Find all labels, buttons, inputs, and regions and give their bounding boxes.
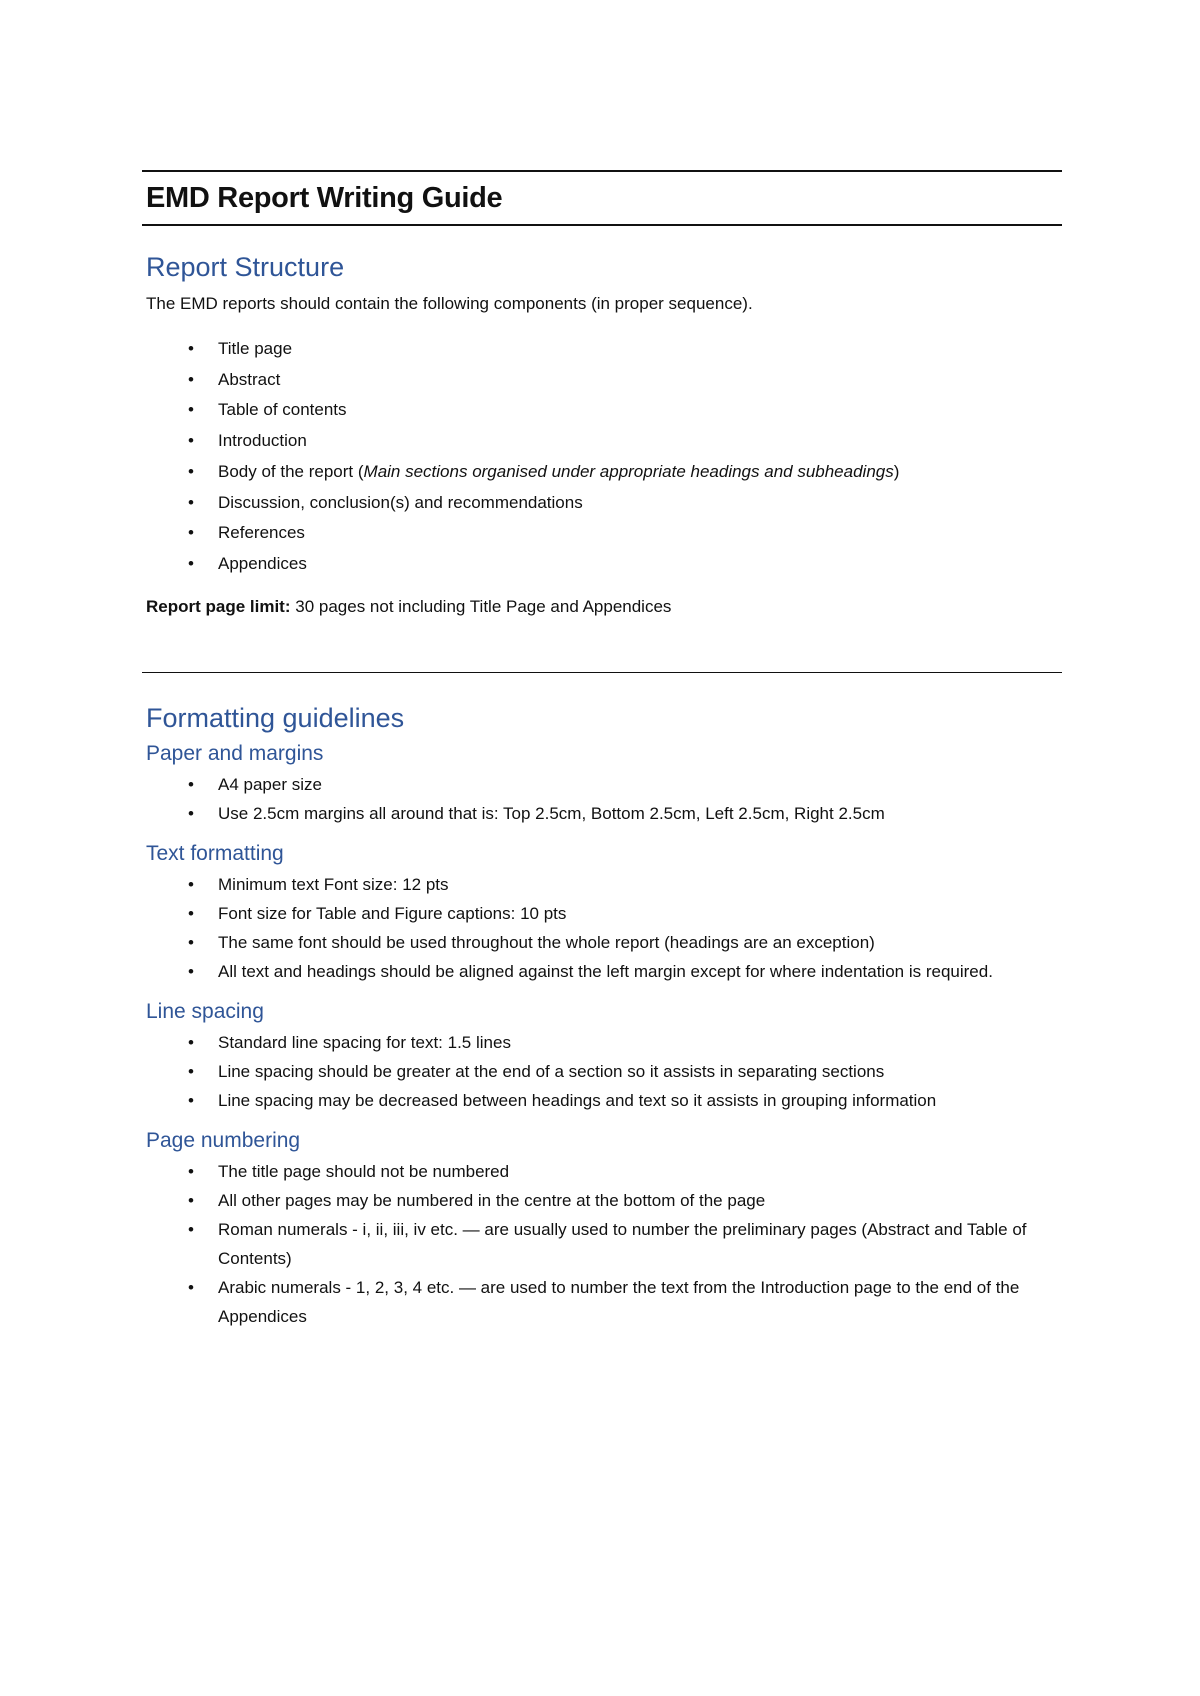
subsection-heading: Text formatting xyxy=(146,841,284,865)
formatting-sections xyxy=(142,742,1062,1331)
guideline-list-item xyxy=(142,870,1062,899)
bullet-icon: • xyxy=(188,903,194,923)
guideline-item-text: The same font should be used throughout the whole report (headings are an exception) xyxy=(218,932,875,952)
guideline-item-text: Line spacing may be decreased between headings and text so it assists in grouping information xyxy=(218,1090,937,1110)
structure-item-italic: Main sections organised under appropriate headings and subheadings xyxy=(363,461,894,481)
guideline-item-text: The title page should not be numbered xyxy=(218,1161,510,1181)
bullet-icon: • xyxy=(188,1032,194,1052)
bullet-icon: • xyxy=(188,1277,194,1297)
bullet-icon: • xyxy=(188,431,194,451)
bullet-icon: • xyxy=(188,961,194,981)
bullet-icon: • xyxy=(188,1061,194,1081)
guideline-item-text: All other pages may be numbered in the centre at the bottom of the page xyxy=(218,1190,766,1210)
structure-item-text: Introduction xyxy=(218,431,307,451)
guideline-list-item xyxy=(142,770,1062,799)
guideline-list-item xyxy=(142,928,1062,957)
guideline-list-item xyxy=(142,899,1062,928)
formatting-section xyxy=(142,842,1062,986)
formatting-section xyxy=(142,1129,1062,1331)
bullet-icon: • xyxy=(188,774,194,794)
document-page xyxy=(142,170,1062,1345)
structure-item-text: Abstract xyxy=(218,369,281,389)
structure-list-item xyxy=(142,518,1062,549)
guideline-list xyxy=(142,1028,1062,1115)
structure-list-item xyxy=(142,426,1062,457)
guideline-list-item xyxy=(142,1057,1062,1086)
report-structure-intro: The EMD reports should contain the following components (in proper sequence). xyxy=(146,294,753,313)
bullet-icon: • xyxy=(188,400,194,420)
formatting-section xyxy=(142,1000,1062,1115)
bullet-icon: • xyxy=(188,803,194,823)
guideline-item-text: Minimum text Font size: 12 pts xyxy=(218,874,449,894)
structure-list-item xyxy=(142,334,1062,365)
guideline-list-item xyxy=(142,1028,1062,1057)
guideline-list-item xyxy=(142,957,1062,986)
bullet-icon: • xyxy=(188,369,194,389)
structure-list-item xyxy=(142,457,1062,488)
bullet-icon: • xyxy=(188,1161,194,1181)
guideline-item-text: Line spacing should be greater at the end of a section so it assists in separating sections xyxy=(218,1061,885,1081)
guideline-item-text: Use 2.5cm margins all around that is: Top 2.5cm, Bottom 2.5cm, Left 2.5cm, Right 2.5cm xyxy=(218,803,885,823)
report-structure-heading: Report Structure xyxy=(146,252,345,282)
bullet-icon: • xyxy=(188,339,194,358)
structure-item-text: Title page xyxy=(218,339,293,358)
guideline-item-text: Arabic numerals - 1, 2, 3, 4 etc. — are used to number the text from the Introduction page to the end of the Appendices xyxy=(218,1277,1020,1326)
guideline-item-text: Standard line spacing for text: 1.5 lines xyxy=(218,1032,511,1052)
guideline-list-item xyxy=(142,1086,1062,1115)
bullet-icon: • xyxy=(188,1219,194,1239)
structure-item-text: Discussion, conclusion(s) and recommendations xyxy=(218,492,583,512)
document-title: EMD Report Writing Guide xyxy=(146,182,503,214)
guideline-list xyxy=(142,770,1062,828)
guideline-list-item xyxy=(142,1215,1062,1273)
guideline-item-text: Roman numerals - i, ii, iii, iv etc. — are usually used to number the preliminary pages (Abstract and Table of Contents) xyxy=(218,1219,1027,1268)
guideline-item-text: A4 paper size xyxy=(218,774,322,794)
structure-item-after: ) xyxy=(893,461,900,481)
structure-list xyxy=(142,334,1062,580)
structure-item-text: Table of contents xyxy=(218,400,347,420)
title-bottom-rule xyxy=(142,224,1062,226)
guideline-item-text: Font size for Table and Figure captions: 10 pts xyxy=(218,903,567,923)
subsection-heading: Paper and margins xyxy=(146,741,324,765)
guideline-list-item xyxy=(142,1186,1062,1215)
guideline-list xyxy=(142,870,1062,986)
bullet-icon: • xyxy=(188,874,194,894)
guideline-item-text: All text and headings should be aligned against the left margin except for where indentation is required. xyxy=(218,961,993,981)
bullet-icon: • xyxy=(188,553,194,573)
structure-list-item xyxy=(142,549,1062,580)
guideline-list-item xyxy=(142,799,1062,828)
structure-list-item xyxy=(142,488,1062,519)
structure-item-text: Appendices xyxy=(218,553,307,573)
bullet-icon: • xyxy=(188,1190,194,1210)
page-limit-line xyxy=(146,594,1062,620)
bullet-icon: • xyxy=(188,932,194,952)
structure-list-item xyxy=(142,365,1062,396)
structure-item-text: References xyxy=(218,523,305,543)
bullet-icon: • xyxy=(188,461,194,481)
bullet-icon: • xyxy=(188,523,194,543)
page-limit-text: 30 pages not including Title Page and Appendices xyxy=(290,596,672,616)
structure-item-text: Body of the report ( xyxy=(218,461,364,481)
guideline-list xyxy=(142,1157,1062,1331)
subsection-heading: Line spacing xyxy=(146,999,264,1023)
subsection-heading: Page numbering xyxy=(146,1128,301,1152)
formatting-guidelines-heading: Formatting guidelines xyxy=(146,702,405,733)
section-divider xyxy=(142,672,1062,673)
formatting-section xyxy=(142,742,1062,828)
bullet-icon: • xyxy=(188,1090,194,1110)
page-limit-label: Report page limit: xyxy=(146,596,291,616)
guideline-list-item xyxy=(142,1157,1062,1186)
bullet-icon: • xyxy=(188,492,194,512)
title-top-rule xyxy=(142,170,1062,172)
structure-list-item xyxy=(142,395,1062,426)
guideline-list-item xyxy=(142,1273,1062,1331)
